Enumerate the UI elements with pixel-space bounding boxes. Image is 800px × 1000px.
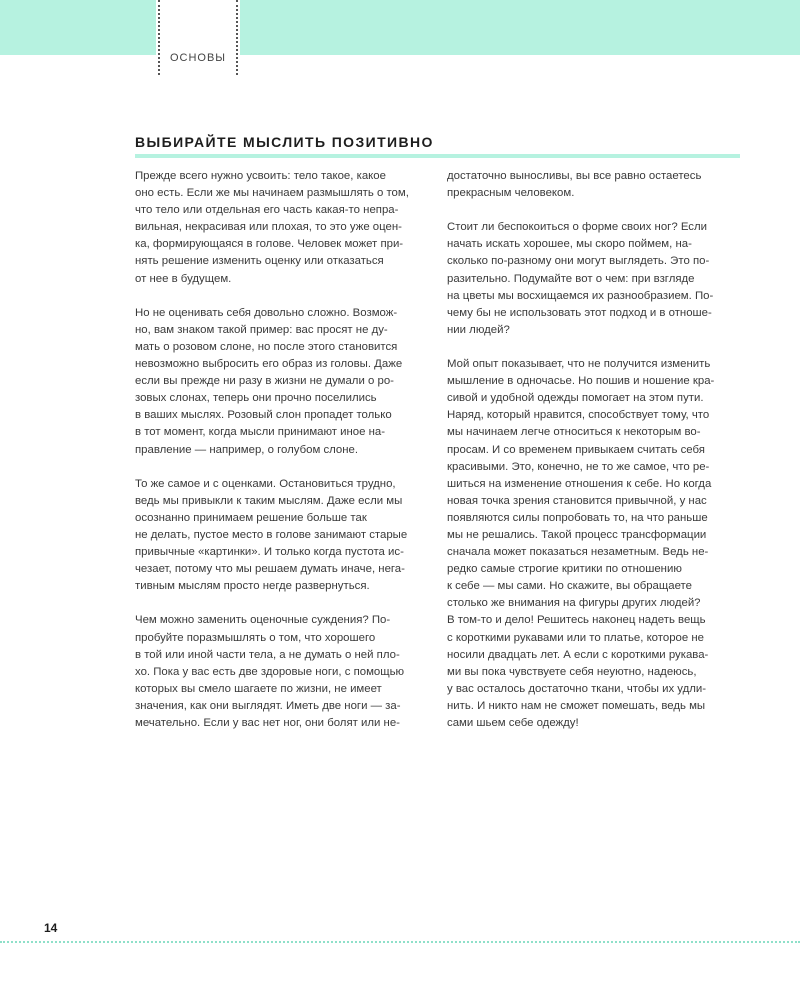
article-title: ВЫБИРАЙТЕ МЫСЛИТЬ ПОЗИТИВНО [135, 134, 434, 150]
title-underline [135, 154, 740, 158]
left-column [135, 168, 423, 749]
paragraph: Но не оценивать себя довольно сложно. Возмож- но, вам знаком такой пример: вас просят не ду- мать о розовом слоне, но после этого становится невозможно выбросить его образ из головы. Даже если вы прежде ни разу в жизни не думали о ро- зовых слонах, теперь они прочно поселились в ваших мыслях. Розовый слон пропадет только в тот момент, когда мысли принимают иное на- правление — например, о голубом слоне. [135, 306, 403, 456]
paragraph: достаточно выносливы, вы все равно остаетесь прекрасным человеком. [447, 170, 702, 200]
paragraph: То же самое и с оценками. Остановиться трудно, ведь мы привыкли к таким мыслям. Даже если мы осознанно принимаем решение больше так не делать, пустое место в голове занимают старые привычные «картинки». И только когда пустота ис- чезает, потому что мы решаем думать иначе, нега- тивным мыслям просто негде развернуться. [135, 477, 408, 593]
section-label: ОСНОВЫ [169, 52, 227, 64]
paragraph: Чем можно заменить оценочные суждения? По- пробуйте поразмышлять о том, что хорошего в той или иной части тела, а не думать о ней пло- хо. Пока у вас есть две здоровые ноги, с помощью которых вы смело шагаете по жизни, не имеет значения, как они выглядят. Иметь две ноги — за- мечательно. Если у вас нет ног, они болят или не- [135, 614, 405, 729]
header-band-right [240, 0, 800, 55]
paragraph: Стоит ли беспокоиться о форме своих ног? Если начать искать хорошее, мы скоро поймем, на- сколько по-разному они могут выглядеть. Это по- разительно. Подумайте вот о чем: при взгляде на цветы мы восхищаемся их разнообразием. По- чему бы не использовать этот подход и в отноше- нии людей? [447, 221, 714, 336]
paragraph: Прежде всего нужно усвоить: тело такое, какое оно есть. Если же мы начинаем размышлять о том, что тело или отдельная его часть какая-то непра- вильная, некрасивая или плохая, то это уже оцен- ка, формирующаяся в голове. Человек может при- нять решение изменить оценку или отказаться от нее в будущем. [135, 170, 409, 285]
paragraph: Мой опыт показывает, что не получится изменить мышление в одночасье. Но пошив и ношение кра- сивой и удобной одежды помогает на этом пути. Наряд, который нравится, способствует тому, что мы начинаем легче относиться к некоторым во- просам. И со временем привыкаем считать себя красивыми. Это, конечно, не то же самое, что ре- шиться на изменение отношения к себе. Но когда новая точка зрения становится привычной, у нас появляются силы попробовать то, на что раньше мы не решались. Такой процесс трансформации сначала может показаться незаметным. Ведь не- редко самые строгие критики по отношению к себе — мы сами. Но скажите, вы обращаете столько же внимания на фигуры других людей? В том-то и дело! Решитесь наконец надеть вещь с короткими рукавами или то платье, которое не носили двадцать лет. А если с короткими рукава- ми вы пока чувствуете себя неуютно, надеюсь, у вас осталось достаточно ткани, чтобы их удли- нить. И никто нам не сможет помешать, ведь мы сами шьем себе одежду! [447, 358, 715, 729]
page-number: 14 [44, 921, 58, 935]
right-column [447, 168, 743, 749]
header-band-left [0, 0, 156, 55]
footer-dotted-rule [0, 941, 800, 943]
